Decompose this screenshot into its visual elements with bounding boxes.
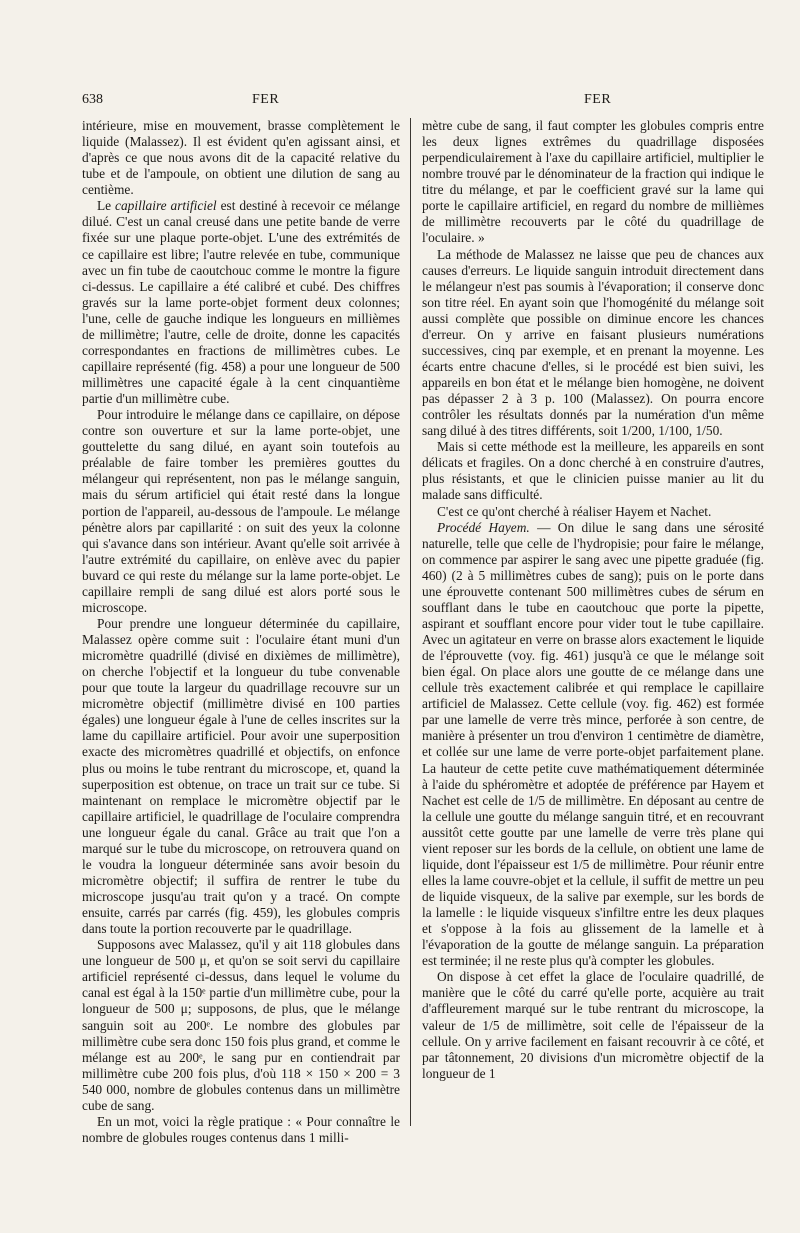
paragraph-text: On dispose à cet effet la glace de l'oculaire quadrillé, de manière que le côté du carré qu'elle porte, acquière au trait d'affleurement marqué sur le tube rentrant du microscope, la valeur de 1/5 de millimètre, soit celle de l'épaisseur de la cellule. On y arrive facilement en faisant recouvrir à ce côté, et par tâtonnement, 20 divisions d'un micromètre objectif de la longueur de 1: [422, 969, 764, 1081]
paragraph: [422, 118, 764, 247]
paragraph-text: La méthode de Malassez ne laisse que peu de chances aux causes d'erreurs. Le liquide sanguin introduit directement dans le mélangeur n'est pas soumis à l'évaporation; il conserve donc son titre réel. En ayant soin que l'homogénité du mélange soit aussi complète que possible on diminue encore les chances d'erreur. On y arrive en faisant plusieurs numérations successives, cinq par exemple, et en prenant la moyenne. Les écarts entre chacune d'elles, si le procédé est bien suivi, les appareils en bon état et le mélange bien homogène, ne doivent pas dépasser 2 à 3 p. 100 (Malassez). On pourra encore contrôler les résultats donnés par la numération d'un même sang dilué à des titres différents, soit 1/200, 1/100, 1/50.: [422, 246, 764, 439]
right-column: [422, 118, 764, 1130]
paragraph: [82, 616, 400, 937]
paragraph-text: Pour prendre une longueur déterminée du capillaire, Malassez opère comme suit : l'oculaire étant muni d'un micromètre quadrillé (divisé en dixièmes de millimètre), on cherche l'objectif et la longueur du tube convenable pour que toute la largeur du quadrillage recouvre sur un micromètre objectif (millimètre divisé en 100 parties égales) une longueur égale à l'une de celles inscrites sur la lame du capillaire artificiel. Pour avoir une superposition exacte des micromètres quadrillé et objectifs, on enfonce plus ou moins le tube rentrant du microscope, et, quand la superposition est obtenue, on trace un trait sur ce tube. Si maintenant on remplace le micromètre objectif par le capillaire artificiel, le quadrillage de l'oculaire comprendra une longueur égale du canal. Grâce au trait que l'on a marqué sur le tube du microscope, on retrouvera quand on le voudra la longueur déterminée sans avoir besoin du micromètre objectif; il suffira de rentrer le tube du microscope jusqu'au trait qu'on y a tracé. On compte ensuite, carrés par carrés (fig. 459), les globules compris dans toute la portion recouverte par le quadrillage.: [82, 615, 400, 937]
paragraph: [82, 407, 400, 616]
running-title-right: FER: [584, 92, 612, 107]
paragraph-text: Supposons avec Malassez, qu'il y ait 118 globules dans une longueur de 500 μ, et qu'on se soit servi du capillaire artificiel représenté ci-dessus, dans lequel le volume du canal est égal à la 150ᵉ partie d'un millimètre cube, pour la longueur de 500 μ; supposons, de plus, que le mélange sanguin soit au 200ᵉ. Le nombre des globules par millimètre cube sera donc 150 fois plus grand, et comme le mélange est au 200ᵉ, le sang pur en contiendrait par millimètre cube 200 fois plus, d'où 118 × 150 × 200 = 3 540 000, nombre de globules contenus dans un millimètre cube de sang.: [82, 937, 400, 1113]
running-head: [82, 92, 764, 112]
paragraph-text: Pour introduire le mélange dans ce capillaire, on dépose contre son ouverture et sur la lame porte-objet, une gouttelette du sang dilué, en ayant soin toutefois au préalable de faire tomber les premières gouttes du mélangeur qui représentent, non pas le mélange sanguin, mais du sérum artificiel qui était resté dans la longue portion de l'appareil, au-dessous de l'ampoule. Le mélange pénètre alors par capillarité : on suit des yeux la colonne qui s'avance dans son intérieur. Avant qu'elle soit arrivée à l'autre extrémité du capillaire, on enlève avec du papier buvard ce qui reste du mélange sur la lame porte-objet. Le capillaire rempli de sang dilué est alors porté sous le microscope.: [82, 407, 400, 615]
paragraph-text: Mais si cette méthode est la meilleure, les appareils en sont délicats et fragiles. On a donc cherché à en construire d'autres, plus résistants, et que le clinicien puisse manier au lit du malade sans difficulté.: [422, 439, 764, 503]
paragraph: [422, 504, 764, 520]
paragraph-text: En un mot, voici la règle pratique : « Pour connaître le nombre de globules rouges contenus dans 1 milli-: [82, 1113, 400, 1145]
paragraph: [82, 118, 400, 198]
italic-text: capillaire artificiel: [115, 198, 217, 214]
page-number: 638: [82, 92, 103, 107]
paragraph: [422, 247, 764, 440]
paragraph-text: C'est ce qu'ont cherché à réaliser Hayem et Nachet.: [437, 503, 712, 519]
running-title-left: FER: [252, 92, 280, 107]
paragraph-text: — On dilue le sang dans une sérosité naturelle, telle que celle de l'hydropisie; pour faire le mélange, on commence par aspirer le sang avec une pipette graduée (fig. 460) (2 à 5 millimètres cubes de sang); puis on le porte dans une éprouvette contenant 500 millimètres cubes de sérum en soufflant dans le tube en caoutchouc que porte la pipette, aspirant et soufflant encore pour vider tout le tube capillaire. Avec un agitateur en verre on brasse alors exactement le liquide de l'éprouvette (voy. fig. 461) jusqu'à ce que le mélange soit bien égal. On place alors une goutte de ce mélange dans une cellule très exactement calibrée et qui remplace le capillaire artificiel de Malassez. Cette cellule (voy. fig. 462) est formée par une lamelle de verre très mince, perforée à son centre, de manière à présenter un trou d'environ 1 centimètre de diamètre, et collée sur une lame de verre porte-objet parfaitement plane. La hauteur de cette petite cuve mathématiquement déterminée à l'aide du sphéromètre et adoptée de préférence par Hayem et Nachet est celle de 1/5 de millimètre. En déposant au centre de la cellule une goutte du mélange sanguin titré, et en recouvrant aussitôt cette goutte par une lamelle de verre très plane qui vient reposer sur les bords de la cellule, on obtient une lame de liquide, dont l'épaisseur est 1/5 de millimètre. Pour réunir entre elles la lame couvre-objet et la cellule, il suffit de mettre un peu de liquide visqueux, de la salive par exemple, sur les bords de la lamelle : le liquide visqueux s'infiltre entre les deux plaques et s'oppose à la fois au glissement de la lamelle et à l'évaporation de la goutte de mélange sanguin. La préparation est terminée; il ne reste plus qu'à compter les globules.: [422, 519, 764, 969]
left-column: [82, 118, 401, 1145]
paragraph: [422, 520, 764, 970]
paragraph: [422, 439, 764, 503]
paragraph-text: est destiné à recevoir ce mélange dilué. C'est un canal creusé dans une petite bande de verre fixée sur une plaque porte-objet. L'une des extrémités de ce capillaire est libre; l'autre relevée en tube, communique avec un fin tube de caoutchouc comme le montre la figure ci-dessus. Le capillaire a été calibré et cubé. Des chiffres gravés sur la lame porte-objet forment deux colonnes; l'une, celle de gauche indique les longueurs en millièmes de millimètre; l'autre, celle de droite, donne les capacités correspondantes en fractions de millimètres cubes. Le capillaire représenté (fig. 458) a pour une longueur de 500 millimètres une capacité égale à la cent cinquantième partie d'un millimètre cube.: [82, 198, 401, 407]
column-divider: [410, 118, 411, 1126]
paragraph-text: intérieure, mise en mouvement, brasse complètement le liquide (Malassez). Il est évident qu'en agissant ainsi, et d'après ce que nous avons dit de la capacité relative du tube et de l'ampoule, on obtient une dilution de sang au centième.: [82, 118, 400, 198]
paragraph: [82, 937, 400, 1114]
paragraph-text: mètre cube de sang, il faut compter les globules compris entre les deux lignes extrêmes du quadrillage disposées perpendiculairement à l'axe du capillaire artificiel, multiplier le nombre trouvé par le dénominateur de la fraction qui indique le titre du mélange, et par le coefficient gravé sur la lame qui porte le capillaire artificiel, en regard du nombre de millièmes de millimètre recouverts par le côté du quadrillage de l'oculaire. »: [422, 118, 764, 246]
italic-text: Procédé Hayem.: [437, 519, 530, 535]
paragraph: [422, 969, 764, 1081]
paragraph-text: Le: [97, 198, 116, 214]
paragraph: [82, 1114, 400, 1146]
paragraph: [82, 198, 400, 407]
